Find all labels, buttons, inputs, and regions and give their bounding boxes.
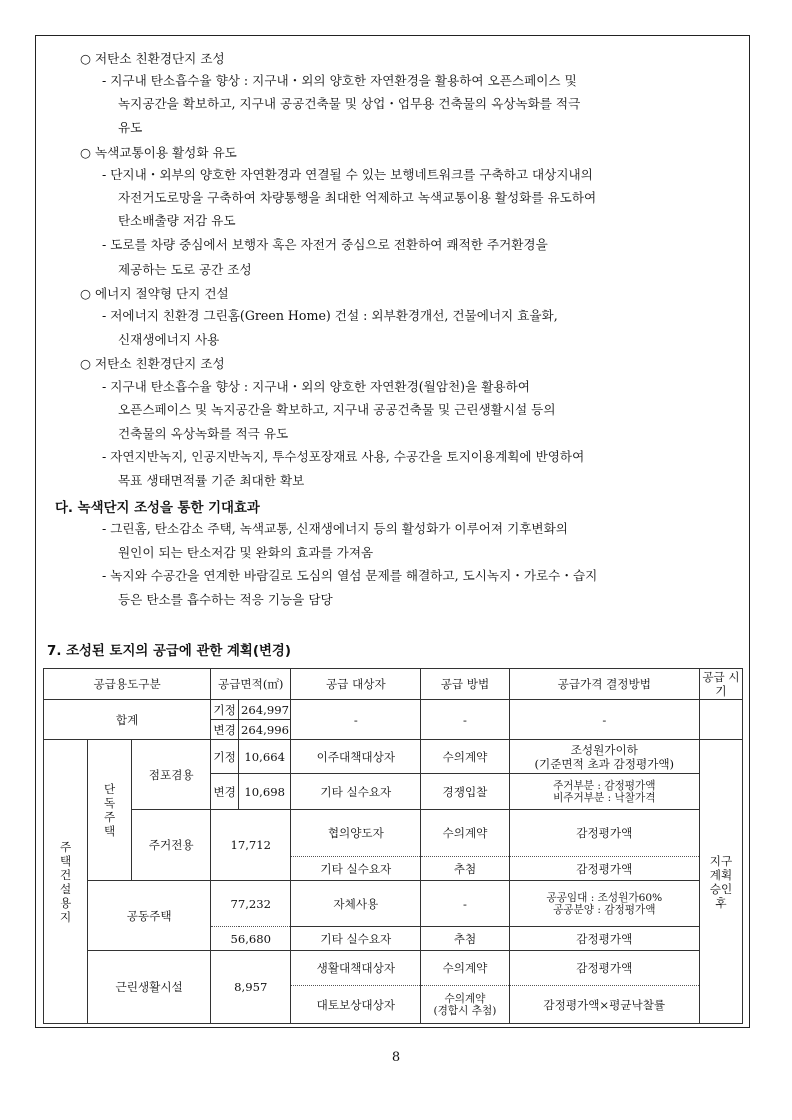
store-existing-area: 10,664 [239,740,291,774]
residential-r1-target: 협의양도자 [291,810,421,857]
neighborhood-r2-price: 감정평가액×평균낙찰률 [509,986,699,1024]
store-existing-target: 이주대책대상자 [291,740,421,774]
apartment-area-2: 56,680 [211,927,291,951]
store-existing-method: 수의계약 [421,740,509,774]
bullet-heading: ○ 녹색교통이용 활성화 유도 [80,145,237,160]
apartment-r1-method: - [421,881,509,927]
residential-r2-price: 감정평가액 [509,857,699,881]
text-line: 신재생에너지 사용 [118,332,220,347]
residential-r1-method: 수의계약 [421,810,509,857]
text-line: 제공하는 도로 공간 조성 [118,262,252,277]
neighborhood-r1-price: 감정평가액 [509,951,699,986]
store-combined-label: 점포겸용 [132,740,211,810]
text-line: 등은 탄소를 흡수하는 적응 기능을 담당 [118,592,333,607]
store-changed-label: 변경 [211,774,239,810]
total-time [699,700,742,740]
residential-r2-method: 추첨 [421,857,509,881]
text-line: 자전거도로망을 구축하여 차량통행을 최대한 억제하고 녹색교통이용 활성화를 유도하여 [118,190,597,205]
neighborhood-label: 근린생활시설 [88,951,211,1024]
store-existing-price: 조성원가이하 (기준면적 초과 감정평가액) [509,740,699,774]
store-existing-label: 기정 [211,740,239,774]
neighborhood-r2-method: 수의계약 (경합시 추첨) [421,986,509,1024]
text-line: - 자연지반녹지, 인공지반녹지, 투수성포장재료 사용, 수공간을 토지이용계획에 반영하여 [102,449,585,464]
text-line: 원인이 되는 탄소저감 및 완화의 효과를 가져옴 [118,545,374,560]
page-number: 8 [391,1050,401,1065]
total-target: - [291,700,421,740]
header-method: 공급 방법 [421,669,509,700]
apartment-r1-target: 자체사용 [291,881,421,927]
store-changed-price: 주거부분 : 감정평가액 비주거부분 : 낙찰가격 [509,774,699,810]
total-price: - [509,700,699,740]
text-line: 목표 생태면적률 기준 최대한 확보 [118,473,305,488]
residential-r1-price: 감정평가액 [509,810,699,857]
single-house-label: 단독주택 [88,740,132,881]
bullet-heading: ○ 저탄소 친환경단지 조성 [80,51,225,66]
neighborhood-r1-method: 수의계약 [421,951,509,986]
total-label: 합계 [44,700,211,740]
total-changed-label: 변경 [211,720,239,740]
text-line: - 저에너지 친환경 그린홈(Green Home) 건설 : 외부환경개선, 건물에너지 효율화, [102,308,558,323]
text-line: - 지구내 탄소흡수율 향상 : 지구내・외의 양호한 자연환경(월암천)을 활용하여 [102,379,530,394]
header-price: 공급가격 결정방법 [509,669,699,700]
apartment-area-1: 77,232 [211,881,291,927]
header-area: 공급면적(㎡) [211,669,291,700]
header-target: 공급 대상자 [291,669,421,700]
text-line: - 그린홈, 탄소감소 주택, 녹색교통, 신재생에너지 등의 활성화가 이루어져 기후변화의 [102,521,568,536]
store-changed-target: 기타 실수요자 [291,774,421,810]
section-7-heading: 7. 조성된 토지의 공급에 관한 계획(변경) [47,644,291,659]
neighborhood-r1-target: 생활대책대상자 [291,951,421,986]
total-changed-area: 264,996 [239,720,291,740]
section-heading: 다. 녹색단지 조성을 통한 기대효과 [55,501,260,516]
total-existing-label: 기정 [211,700,239,720]
housing-land-label: 주택건설용지 [44,740,88,1024]
text-line: - 녹지와 수공간을 연계한 바람길로 도심의 열섬 문제를 해결하고, 도시녹지・가로수・습지 [102,568,598,583]
store-changed-method: 경쟁입찰 [421,774,509,810]
text-line: 건축물의 옥상녹화를 적극 유도 [118,426,289,441]
text-line: 탄소배출량 저감 유도 [118,213,236,228]
neighborhood-r2-target: 대토보상대상자 [291,986,421,1024]
store-changed-area: 10,698 [239,774,291,810]
neighborhood-area: 8,957 [211,951,291,1024]
apartment-label: 공동주택 [88,881,211,951]
total-existing-area: 264,997 [239,700,291,720]
text-line: - 도로를 차량 중심에서 보행자 혹은 자전거 중심으로 전환하여 쾌적한 주거환경을 [102,237,548,252]
bullet-heading: ○ 에너지 절약형 단지 건설 [80,286,229,301]
apartment-r1-price: 공공임대 : 조성원가60% 공공분양 : 감정평가액 [509,881,699,927]
header-use: 공급용도구분 [44,669,211,700]
header-time: 공급 시기 [699,669,742,700]
residential-r2-target: 기타 실수요자 [291,857,421,881]
text-line: - 지구내 탄소흡수율 향상 : 지구내・외의 양호한 자연환경을 활용하여 오픈스페이스 및 [102,73,577,88]
text-line: 녹지공간을 확보하고, 지구내 공공건축물 및 상업・업무용 건축물의 옥상녹화를 적극 [118,96,581,111]
text-line: 오픈스페이스 및 녹지공간을 확보하고, 지구내 공공건축물 및 근린생활시설 등의 [118,402,556,417]
residential-area: 17,712 [211,810,291,881]
text-line: - 단지내・외부의 양호한 자연환경과 연결될 수 있는 보행네트워크를 구축하고 대상지내의 [102,167,593,182]
apartment-r2-price: 감정평가액 [509,927,699,951]
supply-time: 지구계획승인후 [699,740,742,1024]
total-method: - [421,700,509,740]
bullet-heading: ○ 저탄소 친환경단지 조성 [80,356,225,371]
apartment-r2-target: 기타 실수요자 [291,927,421,951]
residential-label: 주거전용 [132,810,211,881]
land-supply-table [43,668,743,1024]
text-line: 유도 [118,120,143,135]
apartment-r2-method: 추첨 [421,927,509,951]
